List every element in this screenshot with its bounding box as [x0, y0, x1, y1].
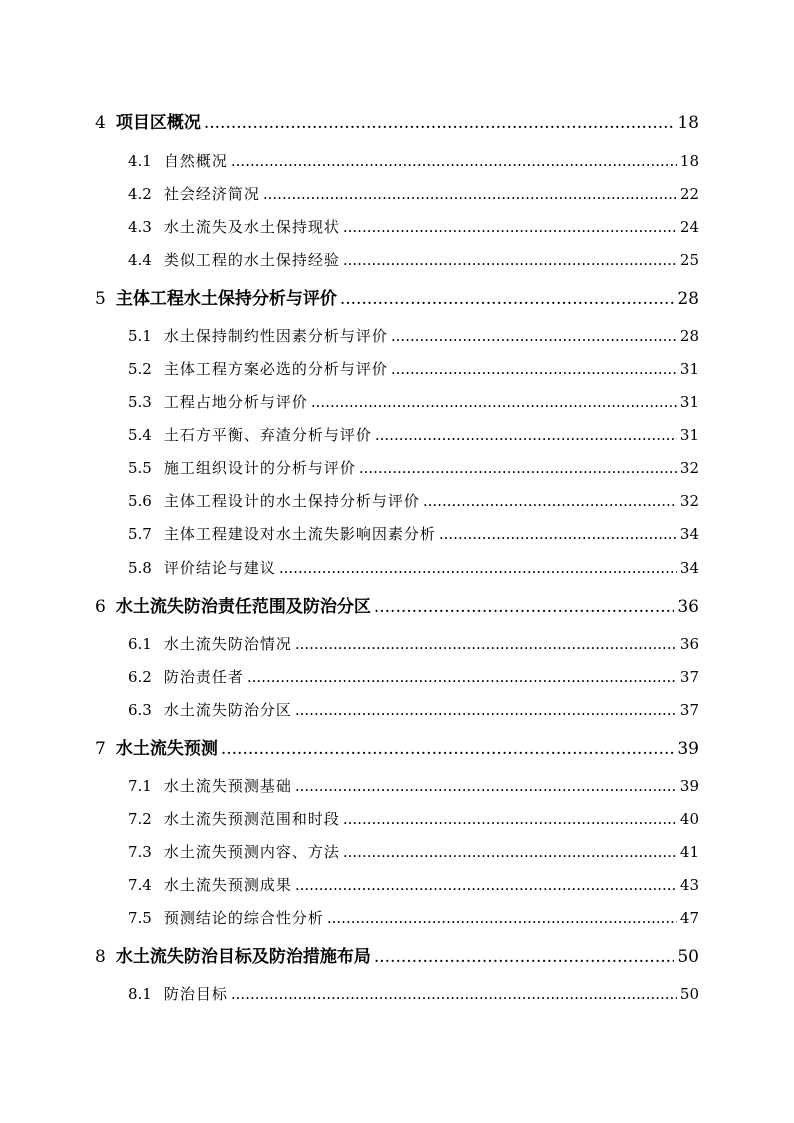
- toc-dot-leader: [204, 113, 675, 133]
- toc-entry-title: 水土流失防治责任范围及防治分区: [115, 597, 371, 617]
- toc-entry-page: 37: [679, 668, 699, 686]
- toc-section-entry: [128, 424, 699, 445]
- toc-entry-title: 预测结论的综合性分析: [163, 909, 324, 927]
- toc-entry-number: 5.4: [128, 426, 152, 444]
- toc-section-entry: [128, 249, 699, 270]
- toc-entry-number: 7.1: [128, 777, 152, 795]
- toc-entry-title: 水土流失防治分区: [163, 701, 292, 719]
- toc-entry-title: 水土保持制约性因素分析与评价: [163, 327, 388, 345]
- toc-section-entry: [128, 391, 699, 412]
- toc-entry-page: 22: [679, 185, 699, 203]
- toc-entry-number: 5: [95, 289, 106, 309]
- toc-section-entry: [128, 775, 699, 796]
- toc-entry-page: 50: [679, 985, 699, 1003]
- toc-entry-page: 41: [679, 843, 699, 861]
- toc-section-entry: [128, 907, 699, 928]
- toc-entry-page: 50: [677, 947, 699, 967]
- toc-entry-title: 水土流失及水土保持现状: [163, 218, 340, 236]
- toc-entry-number: 6.2: [128, 668, 152, 686]
- toc-entry-number: 5.8: [128, 559, 152, 577]
- toc-section-entry: [128, 325, 699, 346]
- toc-dot-leader: [423, 492, 677, 510]
- toc-entry-page: 18: [679, 152, 699, 170]
- toc-dot-leader: [359, 459, 677, 477]
- toc-entry-number: 8: [95, 947, 106, 967]
- toc-entry-page: 31: [679, 360, 699, 378]
- toc-entry-number: 5.5: [128, 459, 152, 477]
- toc-entry-title: 主体工程建设对水土流失影响因素分析: [163, 525, 436, 543]
- toc-entry-title: 施工组织设计的分析与评价: [163, 459, 356, 477]
- toc-entry-number: 7.2: [128, 810, 152, 828]
- toc-section-entry: [128, 633, 699, 654]
- toc-entry-title: 水土流失防治情况: [163, 635, 292, 653]
- toc-entry-page: 36: [679, 635, 699, 653]
- toc-entry-title: 工程占地分析与评价: [163, 393, 308, 411]
- toc-entry-title: 主体工程水土保持分析与评价: [115, 289, 337, 309]
- toc-entry-page: 18: [677, 113, 699, 133]
- toc-dot-leader: [374, 947, 675, 967]
- toc-entry-number: 5.3: [128, 393, 152, 411]
- toc-entry-page: 31: [679, 426, 699, 444]
- toc-entry-title: 水土流失预测: [115, 739, 218, 759]
- toc-section-entry: [128, 150, 699, 171]
- toc-entry-title: 主体工程设计的水土保持分析与评价: [163, 492, 420, 510]
- toc-dot-leader: [375, 426, 677, 444]
- toc-entry-number: 5.1: [128, 327, 152, 345]
- toc-entry-title: 类似工程的水土保持经验: [163, 251, 340, 269]
- toc-entry-page: 47: [679, 909, 699, 927]
- toc-entry-number: 4.4: [128, 251, 152, 269]
- toc-dot-leader: [311, 393, 677, 411]
- toc-entry-title: 防治目标: [163, 985, 228, 1003]
- toc-entry-page: 32: [679, 459, 699, 477]
- toc-entry-number: 5.6: [128, 492, 152, 510]
- toc-dot-leader: [295, 777, 677, 795]
- toc-entry-number: 6.1: [128, 635, 152, 653]
- toc-entry-number: 7.5: [128, 909, 152, 927]
- toc-entry-number: 7.4: [128, 876, 152, 894]
- toc-dot-leader: [343, 843, 677, 861]
- toc-entry-title: 自然概况: [163, 152, 228, 170]
- toc-dot-leader: [374, 597, 675, 617]
- toc-section-entry: [128, 183, 699, 204]
- toc-dot-leader: [295, 635, 677, 653]
- toc-dot-leader: [327, 909, 677, 927]
- toc-section-entry: [128, 523, 699, 544]
- toc-entry-page: 25: [679, 251, 699, 269]
- toc-entry-title: 水土流失预测基础: [163, 777, 292, 795]
- toc-entry-title: 评价结论与建议: [163, 559, 276, 577]
- toc-entry-page: 24: [679, 218, 699, 236]
- toc-entry-title: 水土流失预测范围和时段: [163, 810, 340, 828]
- toc-entry-number: 7: [95, 739, 106, 759]
- toc-entry-page: 43: [679, 876, 699, 894]
- toc-entry-number: 7.3: [128, 843, 152, 861]
- toc-dot-leader: [247, 668, 677, 686]
- toc-dot-leader: [439, 525, 677, 543]
- toc-entry-page: 32: [679, 492, 699, 510]
- toc-entry-title: 防治责任者: [163, 668, 244, 686]
- toc-entry-number: 4.2: [128, 185, 152, 203]
- toc-entry-page: 28: [679, 327, 699, 345]
- toc-section-entry: [128, 808, 699, 829]
- toc-entry-page: 37: [679, 701, 699, 719]
- toc-dot-leader: [221, 739, 675, 759]
- toc-entry-title: 水土流失防治目标及防治措施布局: [115, 947, 371, 967]
- toc-dot-leader: [343, 251, 677, 269]
- toc-dot-leader: [231, 152, 677, 170]
- toc-entry-page: 40: [679, 810, 699, 828]
- toc-chapter-entry: [95, 734, 699, 759]
- toc-section-entry: [128, 983, 699, 1004]
- toc-chapter-entry: [95, 284, 699, 309]
- toc-dot-leader: [343, 218, 677, 236]
- toc-entry-title: 水土流失预测成果: [163, 876, 292, 894]
- toc-entry-page: 31: [679, 393, 699, 411]
- toc-entry-page: 34: [679, 525, 699, 543]
- toc-entry-number: 5.2: [128, 360, 152, 378]
- toc-chapter-entry: [95, 108, 699, 133]
- toc-entry-page: 28: [677, 289, 699, 309]
- toc-chapter-entry: [95, 942, 699, 967]
- toc-entry-title: 主体工程方案必选的分析与评价: [163, 360, 388, 378]
- toc-section-entry: [128, 666, 699, 687]
- toc-entry-page: 39: [679, 777, 699, 795]
- toc-entry-number: 5.7: [128, 525, 152, 543]
- toc-chapter-entry: [95, 592, 699, 617]
- toc-section-entry: [128, 841, 699, 862]
- toc-section-entry: [128, 457, 699, 478]
- toc-entry-number: 4.3: [128, 218, 152, 236]
- toc-dot-leader: [391, 360, 677, 378]
- toc-entry-number: 4: [95, 113, 106, 133]
- toc-section-entry: [128, 358, 699, 379]
- toc-dot-leader: [295, 701, 677, 719]
- toc-entry-page: 36: [677, 597, 699, 617]
- toc-dot-leader: [279, 559, 677, 577]
- toc-dot-leader: [231, 985, 677, 1003]
- toc-section-entry: [128, 490, 699, 511]
- toc-section-entry: [128, 874, 699, 895]
- toc-dot-leader: [343, 810, 677, 828]
- toc-dot-leader: [391, 327, 677, 345]
- toc-section-entry: [128, 557, 699, 578]
- toc-section-entry: [128, 216, 699, 237]
- toc-entry-number: 4.1: [128, 152, 152, 170]
- toc-dot-leader: [340, 289, 675, 309]
- toc-entry-number: 8.1: [128, 985, 152, 1003]
- toc-entry-number: 6: [95, 597, 106, 617]
- toc-entry-title: 土石方平衡、弃渣分析与评价: [163, 426, 372, 444]
- toc-section-entry: [128, 699, 699, 720]
- toc-entry-page: 39: [677, 739, 699, 759]
- toc-entry-number: 6.3: [128, 701, 152, 719]
- toc-entry-title: 社会经济简况: [163, 185, 260, 203]
- toc-entry-title: 项目区概况: [115, 113, 201, 133]
- toc-entry-page: 34: [679, 559, 699, 577]
- toc-entry-title: 水土流失预测内容、方法: [163, 843, 340, 861]
- toc-dot-leader: [263, 185, 677, 203]
- toc-dot-leader: [295, 876, 677, 894]
